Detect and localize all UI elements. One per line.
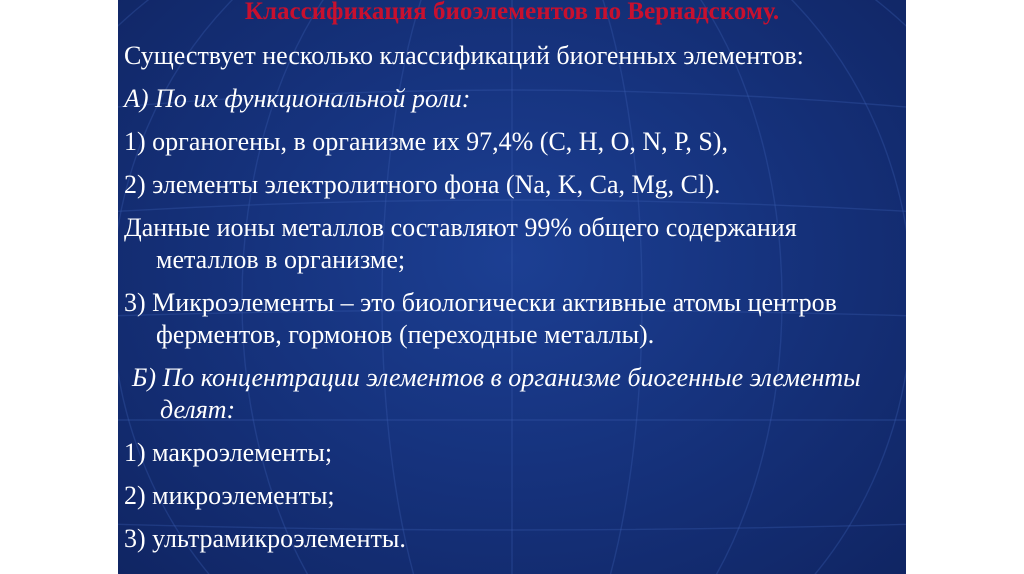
list-item-electrolyte-elements: 2) элементы электролитного фона (Na, K, Ca, Mg, Cl).	[124, 170, 721, 199]
paragraph-metal-ions: Данные ионы металлов составляют 99% общего содержания металлов в организме;	[124, 213, 797, 274]
list-item-microelements: 2) микроэлементы;	[124, 481, 335, 510]
slide-body	[124, 40, 900, 566]
list-item-organogens: 1) органогены, в организме их 97,4% (С, Н, О, N, Р, S),	[124, 127, 728, 156]
presentation-slide	[118, 0, 906, 574]
paragraph-section-b: Б) По концентрации элементов в организме биогенные элементы делят:	[132, 363, 861, 424]
paragraph-intro: Существует несколько классификаций биогенных элементов:	[124, 41, 804, 70]
slide-title: Классификация биоэлементов по Вернадскому.	[244, 0, 780, 25]
list-item-microelements-definition: 3) Микроэлементы – это биологически активные атомы центров ферментов, гормонов (переходные металлы).	[124, 288, 837, 349]
list-item-ultramicroelements: 3) ультрамикроэлементы.	[124, 524, 406, 553]
paragraph-section-a: А) По их функциональной роли:	[124, 84, 471, 113]
list-item-macroelements: 1) макроэлементы;	[124, 438, 333, 467]
